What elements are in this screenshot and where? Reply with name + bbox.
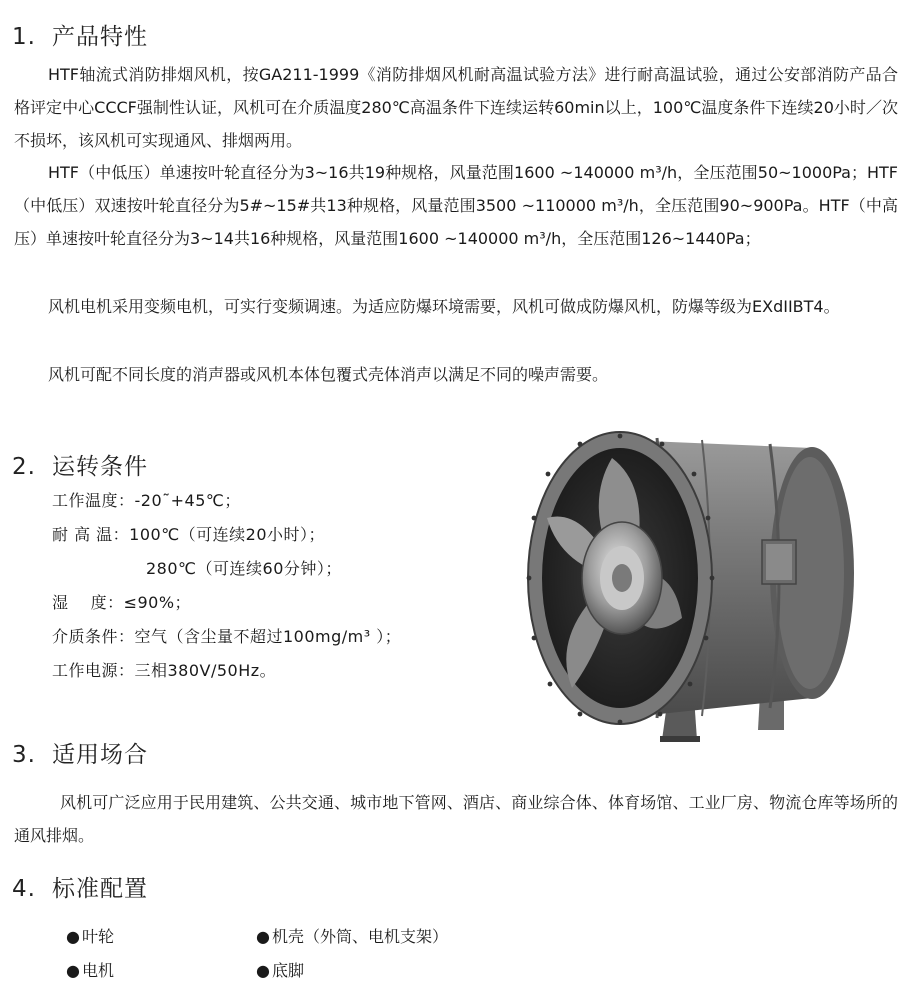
section-number: 1. <box>12 24 36 50</box>
section-number: 4. <box>12 876 36 902</box>
section-title-configuration <box>12 870 148 903</box>
section-title-text: 产品特性 <box>52 24 148 50</box>
features-paragraph-1: HTF轴流式消防排烟风机，按GA211-1999《消防排烟风机耐高温试验方法》进行耐高温试验，通过公安部消防产品合格评定中心CCCF强制性认证，风机可在介质温度280℃高温条件下连续运转60min以上，100℃温度条件下连续20小时／次不损坏，该风机可实现通风、排烟两用。 <box>14 65 898 150</box>
section-number: 2. <box>12 454 36 480</box>
bullet-icon: ● <box>66 961 80 980</box>
bullet-icon: ● <box>256 927 270 946</box>
condition-medium: 介质条件：空气（含尘量不超过100mg/m³ ）； <box>52 627 402 646</box>
config-item-label: 机壳（外筒、电机支架） <box>271 927 448 946</box>
fan-hub-center <box>612 564 632 592</box>
config-item-label: 底脚 <box>271 961 304 980</box>
fan-foot-left <box>660 736 700 742</box>
section-title-text: 运转条件 <box>52 454 148 480</box>
axial-fan-image <box>522 418 902 746</box>
config-item-impeller <box>66 924 114 947</box>
section-number: 3. <box>12 742 36 768</box>
section-title-text: 适用场合 <box>52 742 148 768</box>
config-item-label: 叶轮 <box>81 927 114 946</box>
section-title-applications <box>12 736 148 769</box>
condition-power: 工作电源：三相380V/50Hz。 <box>52 661 277 680</box>
config-item-base <box>256 958 304 981</box>
config-item-motor <box>66 958 114 981</box>
fan-junction-box-cover <box>766 544 792 580</box>
condition-heat-resistance-2: 280℃（可连续60分钟）； <box>146 559 342 578</box>
condition-humidity: 湿 度：≤90%； <box>52 593 192 612</box>
applications-paragraph: 风机可广泛应用于民用建筑、公共交通、城市地下管网、酒店、商业综合体、体育场馆、工业厂房、物流仓库等场所的通风排烟。 <box>14 793 898 845</box>
bullet-icon: ● <box>256 961 270 980</box>
condition-heat-resistance: 耐 高 温：100℃（可连续20小时）； <box>52 525 326 544</box>
section-title-text: 标准配置 <box>52 876 148 902</box>
section-title-features <box>12 18 148 51</box>
features-paragraph-4: 风机可配不同长度的消声器或风机本体包覆式壳体消声以满足不同的噪声需要。 <box>48 365 609 384</box>
section-title-conditions <box>12 448 148 481</box>
config-item-casing <box>256 924 448 947</box>
features-paragraph-2: HTF（中低压）单速按叶轮直径分为3~16共19种规格，风量范围1600 ~140000 m³/h，全压范围50~1000Pa；HTF（中低压）双速按叶轮直径分为5#~15#共13种规格，风量范围3500 ~110000 m³/h，全压范围90~900Pa。HTF（中高压）单速按叶轮直径分为3~14共16种规格，风量范围1600 ~140000 m³/h，全压范围126~1440Pa； <box>14 163 898 248</box>
features-paragraph-3: 风机电机采用变频电机，可实行变频调速。为适应防爆环境需要，风机可做成防爆风机，防爆等级为EXdIIBT4。 <box>48 297 840 316</box>
condition-temperature: 工作温度：-20˜+45℃； <box>52 491 241 510</box>
bullet-icon: ● <box>66 927 80 946</box>
config-item-label: 电机 <box>81 961 114 980</box>
